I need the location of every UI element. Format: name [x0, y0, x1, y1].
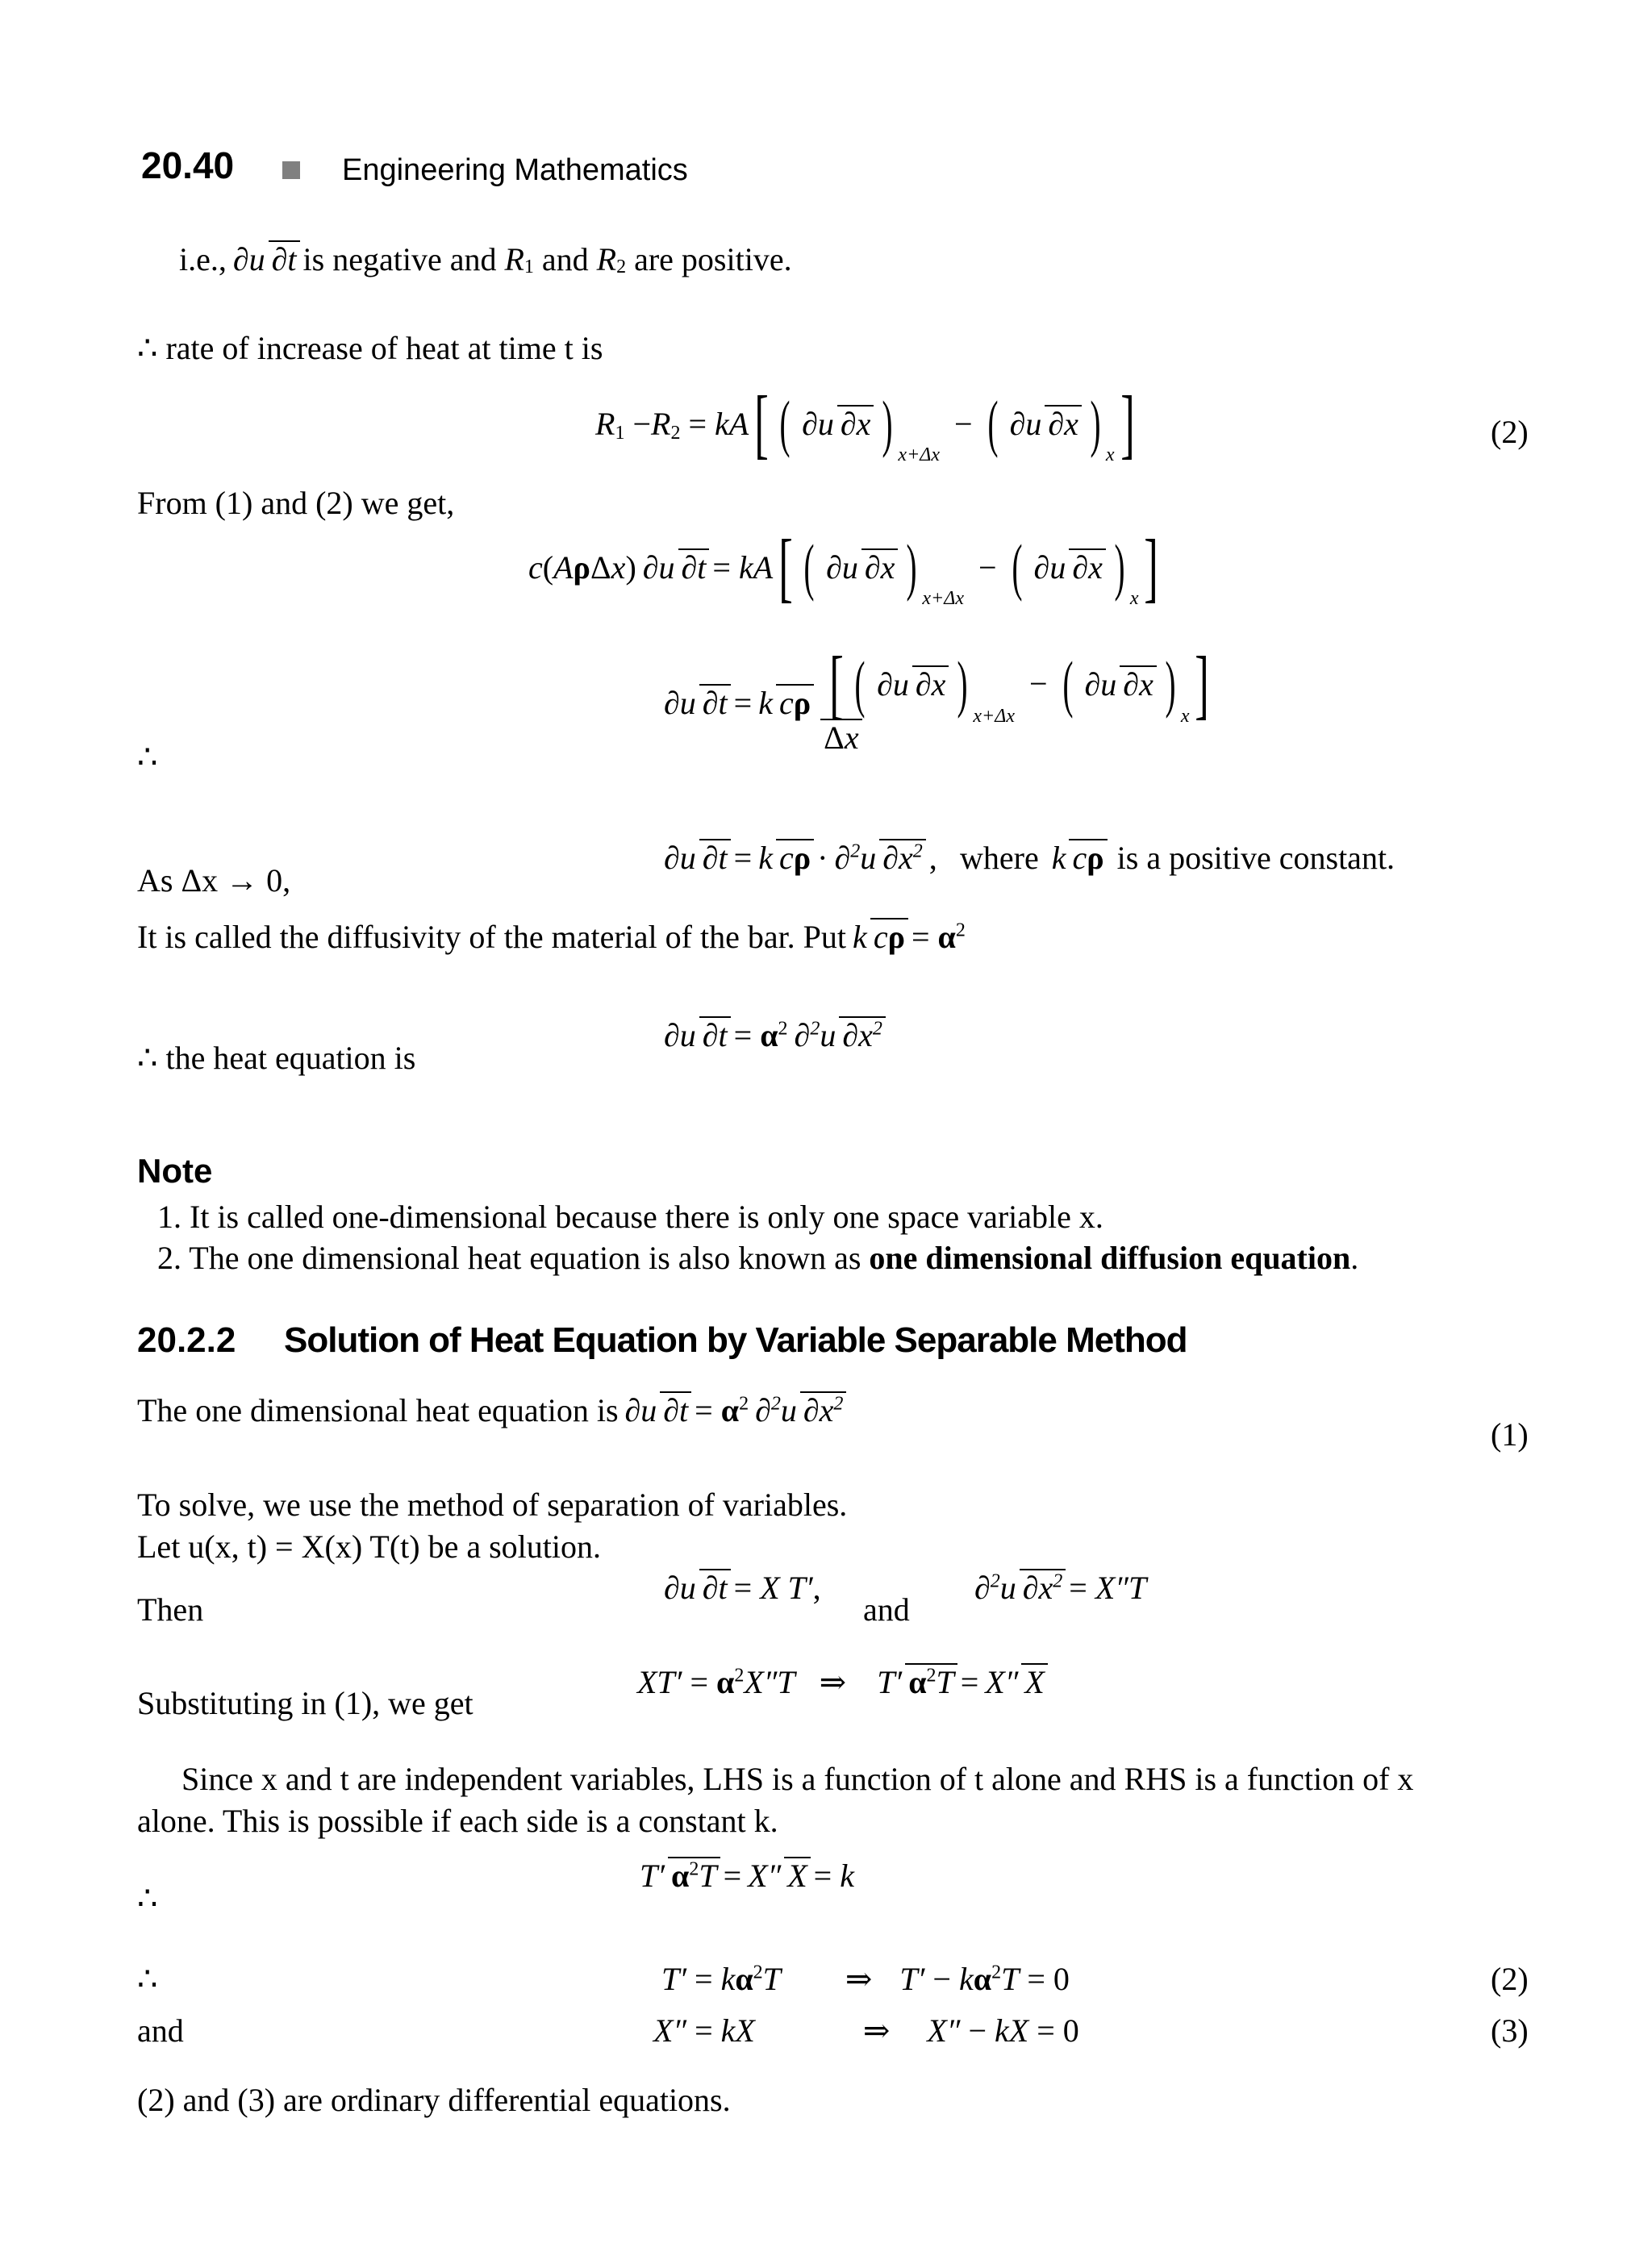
section-number: 20.2.2: [137, 1320, 236, 1360]
heat-equation-is: ∴ the heat equation is: [137, 1040, 416, 1076]
header-square-icon: [282, 161, 300, 183]
equation-du-dt-ratio: ∂u ∂t = k cρ [ ( ∂u ∂x ) x+Δx − ( ∂u ∂x ) x ] Δx: [664, 640, 1210, 757]
and-word-then: and: [863, 1591, 910, 1628]
equation-then-1: ∂u ∂t = X T′,: [664, 1570, 821, 1606]
equation-heat-balance: c (AρΔx) ∂u ∂t = kA [ ( ∂u ∂x ) x+Δx − ( ∂u ∂x ) x ]: [528, 523, 1159, 610]
let-line: Let u(x, t) = X(x) T(t) be a solution.: [137, 1528, 602, 1565]
equation-x-ode: X″ = kX ⇒ X″ − kX = 0: [653, 2012, 1079, 2049]
where-positive-constant: where k cρ is a positive constant.: [960, 840, 1395, 876]
ie-text-c: are positive.: [634, 241, 792, 277]
from-1-and-2: From (1) and (2) we get,: [137, 485, 455, 521]
therefore-symbol: ∴: [137, 739, 158, 775]
and-label: and: [137, 2012, 184, 2049]
rate-line: ∴ rate of increase of heat at time t is: [137, 330, 603, 366]
ie-line: i.e., ∂u ∂t is negative and R $_1$ and R $_2$ are positive.: [179, 241, 792, 277]
to-solve-line: To solve, we use the method of separation of variables.: [137, 1487, 848, 1523]
equation-t-ode: T′ = $k\alpha^2T$ ⇒ T′ − $k\alpha^2T = 0$: [661, 1961, 1070, 1997]
closing-line: (2) and (3) are ordinary differential equations.: [137, 2082, 731, 2118]
note-item-2-text: 2. The one dimensional heat equation is also known as: [157, 1240, 861, 1276]
equation-substitution: XT′ = $\alpha^2X''T$ ⇒ T′ $\alpha^2T$ = X″ X: [637, 1663, 1051, 1701]
therefore-symbol-3: ∴: [137, 1961, 158, 1997]
since-line-2: alone. This is possible if each side is a constant k.: [137, 1803, 778, 1839]
book-title: Engineering Mathematics: [342, 153, 688, 187]
equation-constant-k: T′ $\alpha^2T$ = X″ X = k: [640, 1858, 854, 1894]
diffusivity-line: It is called the diffusivity of the material of the bar. Put k cρ = $\alpha^2$: [137, 919, 966, 955]
ie-label: i.e.,: [179, 241, 227, 277]
note-item-1: 1. It is called one-dimensional because there is only one space variable x.: [157, 1199, 1103, 1235]
positive-constant-text: is a positive constant.: [1116, 840, 1395, 876]
equation-then-2: ∂$^2$u $\partial x^2$ = X″T: [974, 1570, 1147, 1606]
page-number: 20.40: [141, 144, 235, 186]
eq-number-3: (3): [1491, 2012, 1529, 2049]
diffusivity-text: It is called the diffusivity of the material of the bar. Put: [137, 919, 847, 955]
equation-r1-r2: R $_1$ − R $_2$ = kA [ ( ∂u ∂x ) x+Δx − ( ∂u ∂x ) x ]: [595, 380, 1135, 466]
then-label: Then: [137, 1591, 204, 1628]
eq-number-2: (2): [1491, 414, 1529, 450]
equation-heat: ∂u ∂t = $\alpha^2$ ∂$^2$u $\partial x^2$: [657, 1016, 889, 1054]
therefore-symbol-2: ∴: [137, 1880, 158, 1916]
where-word: where: [960, 840, 1039, 876]
eq-number-2b: (2): [1491, 1961, 1529, 1997]
section-title: Solution of Heat Equation by Variable Separable Method: [284, 1320, 1187, 1360]
equation-limit: ∂u ∂t = k cρ · ∂$^2$u $\partial x^2$ ,: [664, 840, 937, 876]
as-dx-to-zero: As Δx → 0,: [137, 862, 291, 899]
one-dim-heat-line: The one dimensional heat equation is ∂u ∂t = $\alpha^2$ ∂$^2$u $\partial x^2$: [137, 1391, 849, 1429]
note-bold-phrase: one dimensional diffusion equation: [869, 1240, 1351, 1276]
note-item-2: 2. The one dimensional heat equation is also known as one dimensional diffusion equation.: [157, 1240, 1359, 1276]
eq-number-1: (1): [1491, 1416, 1529, 1453]
note-title: Note: [137, 1152, 213, 1190]
since-line-1: Since x and t are independent variables, LHS is a function of t alone and RHS is a function of x: [181, 1761, 1414, 1797]
substituting-line: Substituting in (1), we get: [137, 1685, 473, 1721]
ie-text-b: and: [541, 241, 589, 277]
ie-text-a: is negative and: [302, 241, 497, 277]
one-dim-text: The one dimensional heat equation is: [137, 1392, 619, 1428]
